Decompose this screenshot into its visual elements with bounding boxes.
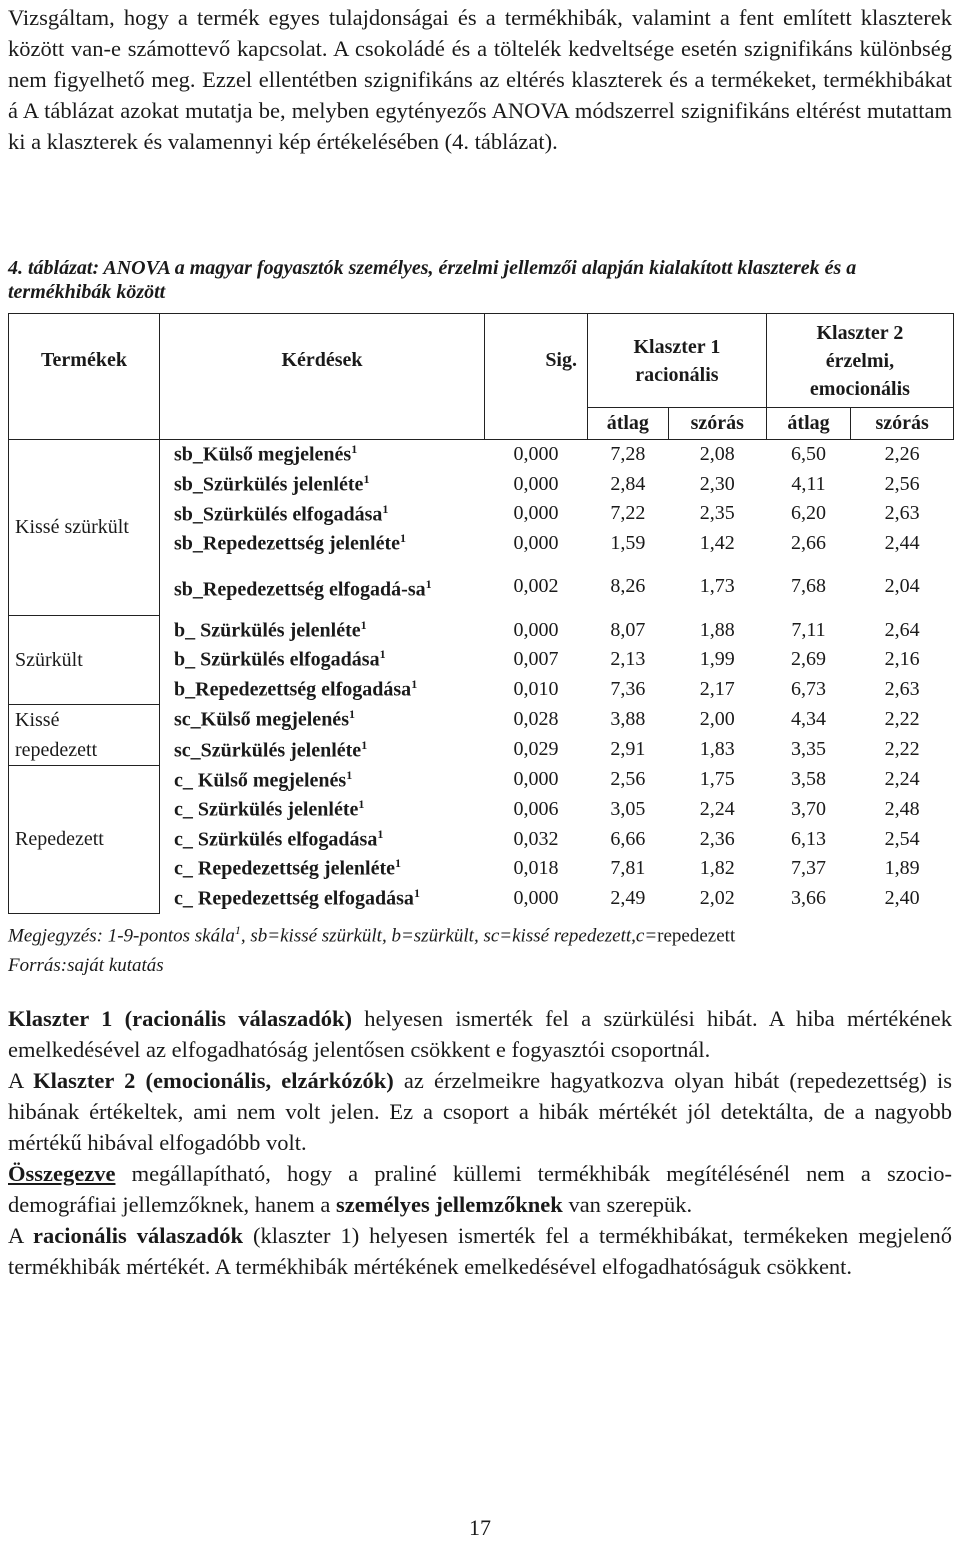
table-caption: 4. táblázat: ANOVA a magyar fogyasztók személyes, érzelmi jellemzői alapján kialakított klaszterek és a termékhibák között xyxy=(8,257,857,303)
mean1-cell: 2,84 xyxy=(610,472,646,495)
p3-bold: személyes jellemzőknek xyxy=(336,1192,563,1217)
question-text: sb_Szürkülés elfogadása xyxy=(174,503,383,526)
note-prefix: Megjegyzés: 1-9-pontos skála xyxy=(8,925,235,947)
question-text: b_ Szürkülés jelenléte xyxy=(174,619,361,642)
mean1-cell: 2,13 xyxy=(610,648,646,671)
p4-pre: A xyxy=(8,1223,33,1248)
question-text: sb_Szürkülés jelenléte xyxy=(174,473,364,496)
sd2-cell: 1,89 xyxy=(884,857,920,880)
header-cluster1: Klaszter 1 racionális xyxy=(588,314,767,408)
question-footnote-mark: 1 xyxy=(363,472,370,487)
paragraph-rational xyxy=(8,1220,952,1282)
page-number: 17 xyxy=(469,1515,491,1540)
mean1-cell: 7,81 xyxy=(610,857,646,880)
mean2-cell: 6,73 xyxy=(791,677,827,700)
table-row xyxy=(9,704,954,735)
question-cell xyxy=(160,529,485,559)
question-cell xyxy=(160,884,485,914)
sd1-cell: 2,35 xyxy=(699,502,735,525)
mean2-cell: 2,69 xyxy=(791,648,827,671)
sig-cell: 0,000 xyxy=(513,443,559,466)
conclusion-section xyxy=(8,1003,952,1282)
mean2-cell: 3,35 xyxy=(791,738,827,761)
table-subheader-row xyxy=(9,408,954,440)
mean1-cell: 2,91 xyxy=(610,738,646,761)
sig-cell: 0,032 xyxy=(513,827,559,850)
p1-text: helyesen ismerték fel a szürkülési hibát. A hiba mértékének emelkedésével az elfogadhatóság jelentősen csökkent e fogyasztói csoportnál. xyxy=(8,1006,952,1062)
sd1-cell: 2,24 xyxy=(699,798,735,821)
question-text: c_ Szürkülés jelenléte xyxy=(174,798,359,821)
question-cell xyxy=(160,645,485,675)
mean1-cell: 8,07 xyxy=(610,618,646,641)
sig-cell: 0,000 xyxy=(513,768,559,791)
sd2-cell: 2,63 xyxy=(884,677,920,700)
header-products: Termékek xyxy=(9,314,160,408)
header-sd-2: szórás xyxy=(851,408,954,440)
table-row xyxy=(9,615,954,645)
question-cell xyxy=(160,558,485,615)
question-footnote-mark: 1 xyxy=(360,617,367,632)
question-text: sb_Külső megjelenés xyxy=(174,444,352,467)
question-footnote-mark: 1 xyxy=(351,442,358,457)
sig-cell: 0,006 xyxy=(513,798,559,821)
question-cell xyxy=(160,704,485,735)
question-cell xyxy=(160,795,485,825)
question-footnote-mark: 1 xyxy=(425,577,432,592)
sd1-cell: 2,00 xyxy=(699,707,735,730)
sd2-cell: 2,63 xyxy=(884,502,920,525)
sig-cell: 0,000 xyxy=(513,886,559,909)
question-text: c_ Repedezettség elfogadása xyxy=(174,887,414,910)
question-text: c_ Külső megjelenés xyxy=(174,769,347,792)
sd2-cell: 2,48 xyxy=(884,798,920,821)
mean2-cell: 6,13 xyxy=(791,827,827,850)
sd2-cell: 2,44 xyxy=(884,532,920,555)
source-note: Forrás:saját kutatás xyxy=(8,955,164,977)
p1-bold: Klaszter 1 (racionális válaszadók) xyxy=(8,1006,352,1031)
header-cluster2: Klaszter 2 érzelmi, emocionális xyxy=(766,314,953,408)
question-text: b_ Szürkülés elfogadása xyxy=(174,649,380,672)
mean2-cell: 7,68 xyxy=(791,575,827,598)
sig-cell: 0,028 xyxy=(513,707,559,730)
product-cell: Kissé szürkült xyxy=(9,440,160,616)
table-footnote xyxy=(8,915,952,981)
mean1-cell: 2,49 xyxy=(610,886,646,909)
header-questions: Kérdések xyxy=(160,314,485,408)
question-cell xyxy=(160,765,485,795)
paragraph-cluster2 xyxy=(8,1065,952,1158)
mean1-cell: 1,59 xyxy=(610,532,646,555)
sd1-cell: 2,36 xyxy=(699,827,735,850)
sig-cell: 0,002 xyxy=(513,575,559,598)
mean2-cell: 4,34 xyxy=(791,707,827,730)
sd1-cell: 1,83 xyxy=(699,738,735,761)
sd1-cell: 1,99 xyxy=(699,648,735,671)
mean1-cell: 3,88 xyxy=(610,707,646,730)
question-text: c_ Szürkülés elfogadása xyxy=(174,828,378,851)
mean1-cell: 2,56 xyxy=(610,768,646,791)
sd2-cell: 2,54 xyxy=(884,827,920,850)
note-rest: , sb=kissé szürkült, b=szürkült, sc=kissé repedezett,c= xyxy=(240,925,658,947)
mean2-cell: 7,11 xyxy=(791,618,826,641)
question-text: b_Repedezettség elfogadása xyxy=(174,678,412,701)
question-cell xyxy=(160,824,485,854)
p4-bold: racionális válaszadók xyxy=(33,1223,244,1248)
product-cell: Szürkült xyxy=(9,615,160,704)
question-text: sb_Repedezettség elfogadá-sa xyxy=(174,578,426,601)
question-cell xyxy=(160,615,485,645)
sig-cell: 0,000 xyxy=(513,502,559,525)
header-sig: Sig. xyxy=(485,314,588,408)
sig-cell: 0,007 xyxy=(513,648,559,671)
mean1-cell: 7,22 xyxy=(610,502,646,525)
header-mean-2: átlag xyxy=(766,408,850,440)
question-text: sc_Külső megjelenés xyxy=(174,708,349,731)
sd1-cell: 1,73 xyxy=(699,575,735,598)
question-cell xyxy=(160,854,485,884)
sig-cell: 0,000 xyxy=(513,532,559,555)
mean2-cell: 3,66 xyxy=(791,886,827,909)
p3-underline: Összegezve xyxy=(8,1161,116,1186)
question-footnote-mark: 1 xyxy=(411,677,418,692)
p4-text: (klaszter 1) helyesen ismerték fel a termékhibákat, termékeken megjelenő termékhibák mértékét. A termékhibák mértékének emelkedésével elfogadhatóságuk csökkent. xyxy=(8,1223,952,1279)
sd2-cell: 2,22 xyxy=(884,738,920,761)
product-cell: Repedezett xyxy=(9,765,160,913)
sd1-cell: 2,30 xyxy=(699,472,735,495)
mean1-cell: 7,28 xyxy=(610,443,646,466)
question-footnote-mark: 1 xyxy=(379,647,386,662)
sd2-cell: 2,64 xyxy=(884,618,920,641)
mean2-cell: 6,50 xyxy=(791,443,827,466)
mean1-cell: 6,66 xyxy=(610,827,646,850)
sd1-cell: 1,75 xyxy=(699,768,735,791)
sd2-cell: 2,04 xyxy=(884,575,920,598)
mean2-cell: 4,11 xyxy=(791,472,826,495)
question-cell xyxy=(160,470,485,500)
note-tail: repedezett xyxy=(657,925,736,947)
mean2-cell: 6,20 xyxy=(791,502,827,525)
mean2-cell: 2,66 xyxy=(791,532,827,555)
question-footnote-mark: 1 xyxy=(348,707,355,722)
question-footnote-mark: 1 xyxy=(400,531,407,546)
question-footnote-mark: 1 xyxy=(395,856,401,871)
product-cell: Kissé repedezett xyxy=(9,704,160,765)
table-header-row xyxy=(9,314,954,408)
question-cell xyxy=(160,499,485,529)
note-sup: 1 xyxy=(234,923,241,937)
table-row xyxy=(9,440,954,470)
sig-cell: 0,000 xyxy=(513,472,559,495)
sd2-cell: 2,24 xyxy=(884,768,920,791)
p2-pre: A xyxy=(8,1068,34,1093)
sd2-cell: 2,16 xyxy=(884,648,920,671)
header-sd-1: szórás xyxy=(668,408,766,440)
mean1-cell: 7,36 xyxy=(610,677,646,700)
p3-text: megállapítható, hogy a praliné küllemi termékhibák megítélésénél nem a szocio-demográfiai jellemzőknek, hanem a xyxy=(8,1161,952,1217)
p2-bold: Klaszter 2 (emocionális, elzárkózók) xyxy=(33,1068,394,1093)
question-footnote-mark: 1 xyxy=(346,767,353,782)
question-text: c_ Repedezettség jelenléte xyxy=(174,858,395,881)
sd2-cell: 2,56 xyxy=(884,472,920,495)
sig-cell: 0,029 xyxy=(513,738,559,761)
question-footnote-mark: 1 xyxy=(413,886,420,900)
question-footnote-mark: 1 xyxy=(382,501,389,516)
question-cell xyxy=(160,675,485,705)
mean2-cell: 7,37 xyxy=(791,857,827,880)
header-mean-1: átlag xyxy=(588,408,669,440)
question-footnote-mark: 1 xyxy=(361,737,368,752)
question-footnote-mark: 1 xyxy=(377,826,384,841)
sd1-cell: 1,82 xyxy=(699,857,735,880)
question-text: sb_Repedezettség jelenléte xyxy=(174,532,401,555)
paragraph-cluster1 xyxy=(8,1003,952,1065)
question-cell xyxy=(160,735,485,766)
sig-cell: 0,010 xyxy=(513,677,559,700)
intro-paragraph: Vizsgáltam, hogy a termék egyes tulajdonságai és a termékhibák, valamint a fent említett klaszterek között van-e számottevő kapcsolat. A csokoládé és a töltelék kedveltsége esetén szignifikáns különbség nem figyelhető meg. Ezzel ellentétben szignifikáns az eltérés klaszterek és a termékeket, termékhibákat á A táblázat azokat mutatja be, melyben egytényezős ANOVA módszerrel szignifikáns eltérést mutattam ki a klaszterek és valamennyi kép értékelésében (4. táblázat). xyxy=(8,5,952,154)
mean2-cell: 3,70 xyxy=(791,798,827,821)
sd1-cell: 2,17 xyxy=(699,677,735,700)
mean2-cell: 3,58 xyxy=(791,768,827,791)
sd2-cell: 2,22 xyxy=(884,707,920,730)
sd2-cell: 2,40 xyxy=(884,886,920,909)
p3-tail: van szerepük. xyxy=(562,1192,693,1217)
mean1-cell: 3,05 xyxy=(610,798,646,821)
sd2-cell: 2,26 xyxy=(884,443,920,466)
sd1-cell: 1,88 xyxy=(699,618,735,641)
question-cell xyxy=(160,440,485,470)
question-footnote-mark: 1 xyxy=(358,797,365,812)
sig-cell: 0,000 xyxy=(513,618,559,641)
sd1-cell: 2,02 xyxy=(699,886,735,909)
sd1-cell: 2,08 xyxy=(699,443,735,466)
p2-text: az érzelmeikre hagyatkozva olyan hibát (repedezettség) is hibának értékeltek, ami nem volt jelen. Ez a csoport a hibák mértékét jól detektálta, de a nagyobb mértékű hibával elfogadóbb volt. xyxy=(8,1068,952,1155)
paragraph-summary xyxy=(8,1158,952,1220)
mean1-cell: 8,26 xyxy=(610,575,646,598)
sig-cell: 0,018 xyxy=(513,857,559,880)
table-row xyxy=(9,765,954,795)
question-text: sc_Szürkülés jelenléte xyxy=(174,739,362,762)
anova-table xyxy=(8,313,954,914)
sd1-cell: 1,42 xyxy=(699,532,735,555)
